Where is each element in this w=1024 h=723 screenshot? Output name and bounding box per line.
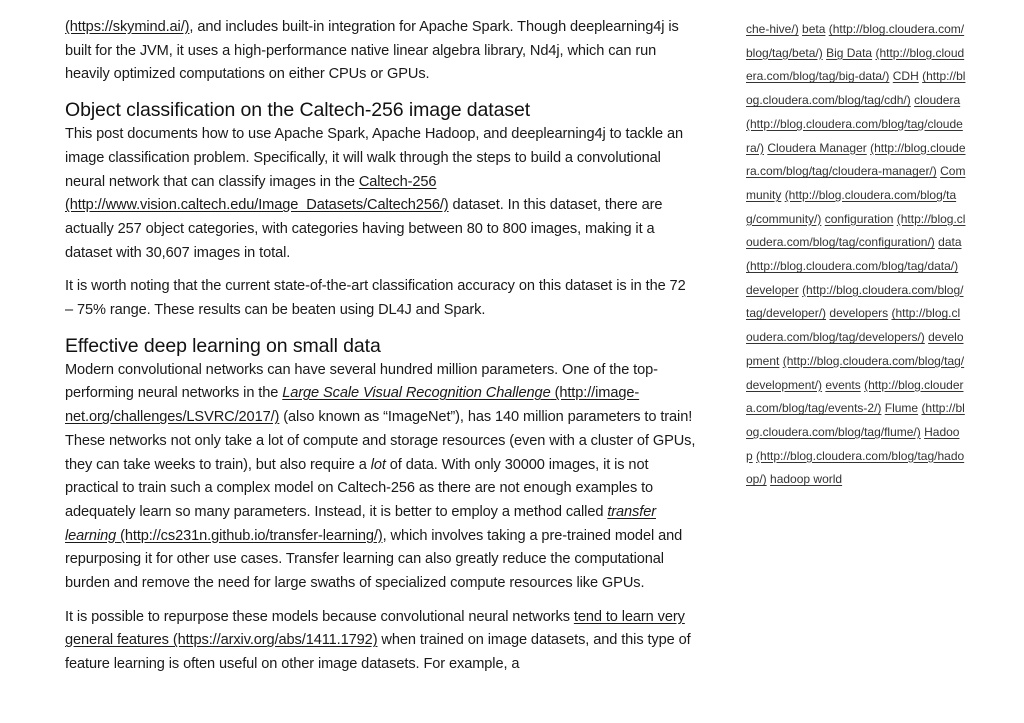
tag-link[interactable]: (http://blog.cloudera.com/blog/tag/events-2/) (746, 377, 964, 416)
section-heading-caltech: Object classification on the Caltech-256 image dataset (65, 99, 531, 122)
tag-link[interactable]: (http://blog.cloudera.com/blog/tag/configuration/) (746, 211, 966, 250)
tag-link[interactable]: che-hive/) (746, 22, 799, 36)
intro-paragraph (65, 16, 697, 87)
tag-link[interactable]: (http://blog.cloudera.com/blog/tag/community/) (746, 187, 957, 226)
caltech-paragraph (65, 123, 697, 265)
small-data-text-3: of data. With only 30000 images, it is not practical to train such a complex model on Caltech-256 as there are not enough examples to adequately learn so many parameters. Instead, it is better to employ a method called (65, 456, 654, 520)
tag-link[interactable]: data (938, 235, 962, 250)
tag-link[interactable]: (http://blog.cloudera.com/blog/tag/cloudera/) (746, 116, 963, 155)
tag-link[interactable]: hadoop world (770, 472, 843, 487)
tag-link[interactable]: development (746, 330, 964, 368)
tag-link[interactable]: Community (746, 164, 966, 202)
caltech-text-1: This post documents how to use Apache Spark, Apache Hadoop, and deeplearning4j to tackle an image classification problem. Specifically, it will walk through the steps to build a convolutional neural network that can classify images in the (65, 126, 684, 190)
tag-link[interactable]: CDH (892, 69, 919, 84)
tag-link[interactable]: (http://blog.cloudera.com/blog/tag/big-data/) (746, 45, 965, 84)
tag-link[interactable]: configuration (824, 211, 894, 226)
lsvrc-link-url: (http://image-net.org/challenges/LSVRC/2017/) (65, 385, 640, 426)
tag-link[interactable]: Hadoop (746, 424, 960, 463)
features-paragraph (65, 606, 697, 677)
tag-link[interactable]: (http://blog.cloudera.com/blog/tag/developers/) (746, 306, 961, 345)
tag-link[interactable]: (http://blog.cloudera.com/blog/tag/data/) (746, 259, 959, 274)
tag-link[interactable]: (http://blog.cloudera.com/blog/tag/hadoop/) (746, 448, 965, 487)
caltech-256-link[interactable]: Caltech-256 (http://www.vision.caltech.edu/Image_Datasets/Caltech256/) (65, 173, 449, 214)
tag-link[interactable]: Cloudera Manager (767, 140, 867, 155)
tag-link[interactable]: Big Data (826, 45, 873, 60)
skymind-link[interactable]: (https://skymind.ai/) (65, 19, 190, 35)
lsvrc-link-title: Large Scale Visual Recognition Challenge (282, 385, 551, 402)
transfer-learning-title: transfer learning (65, 503, 656, 544)
tag-link[interactable]: developer (746, 282, 799, 297)
intro-text: , and includes built-in integration for Apache Spark. Though deeplearning4j is built for the JVM, it uses a high-performance native linear algebra library, Nd4j, which can run heavily optimized computations on either CPUs or GPUs. (65, 19, 679, 83)
article-body (65, 16, 697, 687)
emphasis-lot: lot (370, 456, 386, 473)
features-text-2: when trained on image datasets, and this type of feature learning is often useful on other image datasets. For example, a (65, 632, 691, 673)
tag-link[interactable]: developers (829, 306, 889, 321)
small-data-text-2: (also known as “ImageNet”), has 140 million parameters to train! These networks not only take a lot of compute and storage resources (even with a cluster of GPUs, they can take weeks to train), but also require a (65, 409, 696, 473)
section-heading-small-data: Effective deep learning on small data (65, 334, 381, 357)
tag-link[interactable]: (http://blog.cloudera.com/blog/tag/developer/) (746, 282, 964, 321)
tag-link[interactable]: (http://blog.cloudera.com/blog/tag/cdh/) (746, 69, 966, 108)
tag-link[interactable]: events (825, 377, 861, 392)
arxiv-link[interactable]: tend to learn very general features (https://arxiv.org/abs/1411.1792) (65, 608, 685, 649)
small-data-text-4: , which involves taking a pre-trained model and repurposing it for other use cases. Transfer learning can also greatly reduce the computational burden and remove the need for large swaths of specialized compute resources like GPUs. (65, 527, 683, 592)
tag-link[interactable]: (http://blog.cloudera.com/blog/tag/flume/) (746, 401, 965, 439)
tag-link[interactable]: Flume (884, 401, 919, 416)
tag-link[interactable]: (http://blog.cloudera.com/blog/tag/beta/) (746, 22, 965, 60)
small-data-paragraph (65, 359, 697, 596)
features-text-1: It is possible to repurpose these models because convolutional neural networks (65, 608, 574, 625)
accuracy-paragraph: It is worth noting that the current state-of-the-art classification accuracy on this dataset is in the 72 – 75% range. These results can be beaten using DL4J and Spark. (65, 278, 686, 319)
caltech-text-2: dataset. In this dataset, there are actually 257 object categories, with categories having between 80 to 800 images, making it a dataset with 30,607 images in total. (65, 197, 663, 261)
transfer-learning-url: (http://cs231n.github.io/transfer-learning/) (120, 527, 383, 544)
tag-link[interactable]: (http://blog.cloudera.com/blog/tag/development/) (746, 353, 965, 392)
tag-cloud-sidebar (746, 18, 966, 492)
small-data-text-1: Modern convolutional networks can have several hundred million parameters. One of the top-performing neural networks in the (65, 361, 658, 402)
tag-link[interactable]: beta (802, 22, 826, 36)
tag-link[interactable]: cloudera (914, 93, 961, 108)
tag-link[interactable]: (http://blog.cloudera.com/blog/tag/cloudera-manager/) (746, 140, 966, 179)
